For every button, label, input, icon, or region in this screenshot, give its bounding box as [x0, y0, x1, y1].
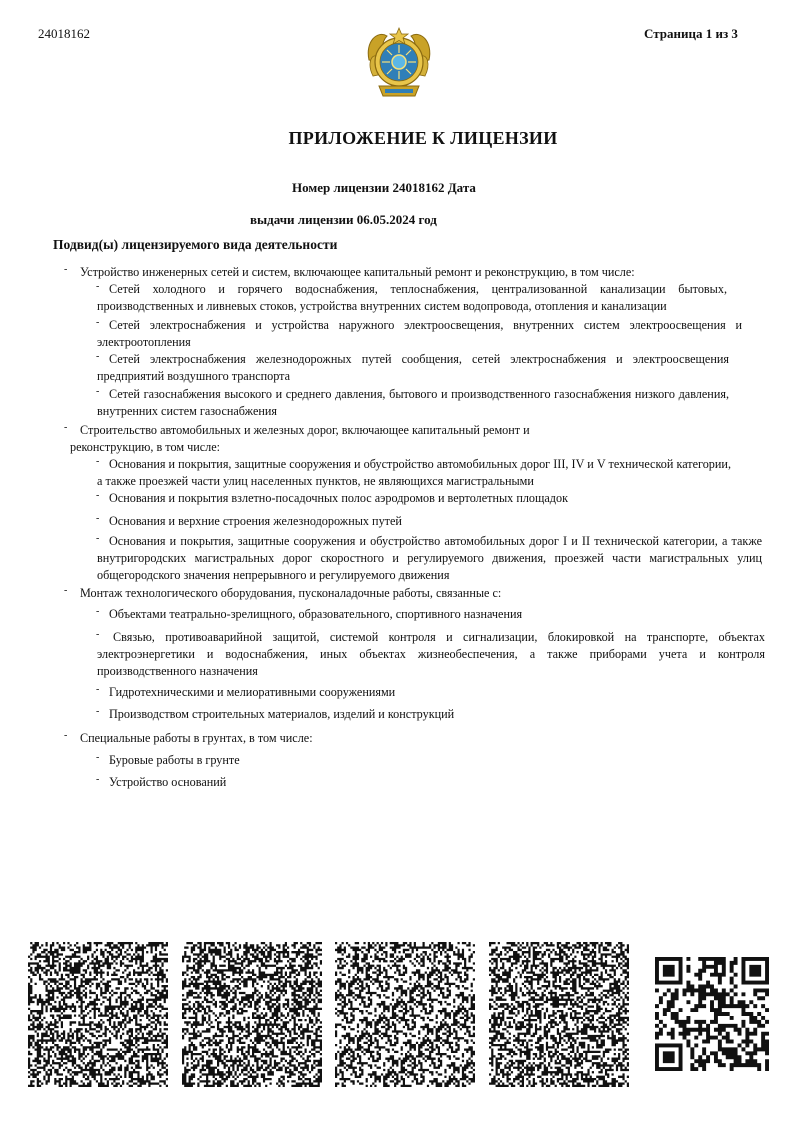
- section-equipment-installation: Монтаж технологического оборудования, пусконаладочные работы, связанные с:: [80, 586, 502, 600]
- list-dash: -: [64, 422, 68, 433]
- list-item: Связью, противоаварийной защитой, системой контроля и сигнализации, блокировкой на транспорте, объектах электроэнергетики и водоснабжения, иных объектах жизнеобеспечения, а также приборами учета и контроля производственного назначения: [97, 630, 765, 678]
- qr-code-1-icon: [28, 942, 168, 1087]
- list-dash: -: [96, 706, 100, 717]
- list-dash: -: [96, 351, 100, 362]
- page-counter: Страница 1 из 3: [644, 26, 738, 41]
- list-item: Сетей электроснабжения железнодорожных путей сообщения, сетей электроснабжения и электроосвещения предприятий воздушного транспорта: [97, 352, 729, 383]
- list-dash: -: [96, 281, 100, 292]
- list-dash: -: [96, 606, 100, 617]
- list-dash: -: [96, 456, 100, 467]
- document-title: ПРИЛОЖЕНИЕ К ЛИЦЕНЗИИ: [288, 128, 558, 148]
- list-item: Основания и покрытия взлетно-посадочных полос аэродромов и вертолетных площадок: [109, 491, 569, 505]
- list-dash: -: [64, 730, 68, 741]
- list-dash: -: [96, 684, 100, 695]
- qr-code-3-icon: [335, 942, 475, 1087]
- list-dash: -: [64, 264, 68, 275]
- list-item: Основания и верхние строения железнодорожных путей: [109, 514, 402, 528]
- license-number-line: Номер лицензии 24018162 Дата: [292, 180, 476, 195]
- list-dash: -: [96, 513, 100, 524]
- list-item: Гидротехническими и мелиоративными сооружениями: [109, 685, 396, 699]
- list-dash: -: [96, 774, 100, 785]
- list-item: Буровые работы в грунте: [109, 753, 240, 767]
- list-item: Сетей газоснабжения высокого и среднего давления, бытового и производственного газоснабжения низкого давления, внутренних систем газоснабжения: [97, 387, 729, 418]
- list-dash: -: [96, 752, 100, 763]
- list-item: Сетей электроснабжения и устройства наружного электроосвещения, внутренних систем электроосвещения и электроотопления: [97, 318, 742, 349]
- list-item: Основания и покрытия, защитные сооружения и обустройство автомобильных дорог I и II технической категории, а также внутригородских магистральных дорог скоростного и регулируемого движения, проезжей части магистральных улиц общегородского значения непрерывного и регулируемого движения: [97, 534, 762, 582]
- list-item: Сетей холодного и горячего водоснабжения, теплоснабжения, централизованной канализации бытовых, производственных и ливневых стоков, устройства внутренних систем водопровода, отопления и канализации: [97, 282, 727, 313]
- list-dash: -: [64, 585, 68, 596]
- list-item: Производством строительных материалов, изделий и конструкций: [109, 707, 455, 721]
- state-emblem-icon: [363, 20, 435, 104]
- activity-subtypes-heading: Подвид(ы) лицензируемого вида деятельности: [53, 237, 338, 252]
- list-dash: -: [96, 386, 100, 397]
- list-dash: -: [96, 629, 100, 640]
- header-license-number: 24018162: [38, 26, 90, 41]
- license-issue-date-line: выдачи лицензии 06.05.2024 год: [250, 212, 437, 227]
- qr-codes-row: [28, 942, 773, 1090]
- list-item: Устройство оснований: [109, 775, 227, 789]
- list-dash: -: [96, 533, 100, 544]
- section-ground-works: Специальные работы в грунтах, в том числе:: [80, 731, 313, 745]
- qr-code-5-icon: [655, 957, 769, 1071]
- list-dash: -: [96, 317, 100, 328]
- section-engineering-networks: Устройство инженерных сетей и систем, включающее капитальный ремонт и реконструкцию, в том числе:: [80, 265, 635, 279]
- qr-code-4-icon: [489, 942, 629, 1087]
- section-road-construction: Строительство автомобильных и железных дорог, включающее капитальный ремонт и реконструкцию, в том числе:: [70, 423, 530, 454]
- qr-code-2-icon: [182, 942, 322, 1087]
- list-item: Основания и покрытия, защитные сооружения и обустройство автомобильных дорог III, IV и V технической категории, а также проезжей части улиц населенных пунктов, не являющихся магистральными: [97, 457, 731, 488]
- list-dash: -: [96, 490, 100, 501]
- list-item: Объектами театрально-зрелищного, образовательного, спортивного назначения: [109, 607, 523, 621]
